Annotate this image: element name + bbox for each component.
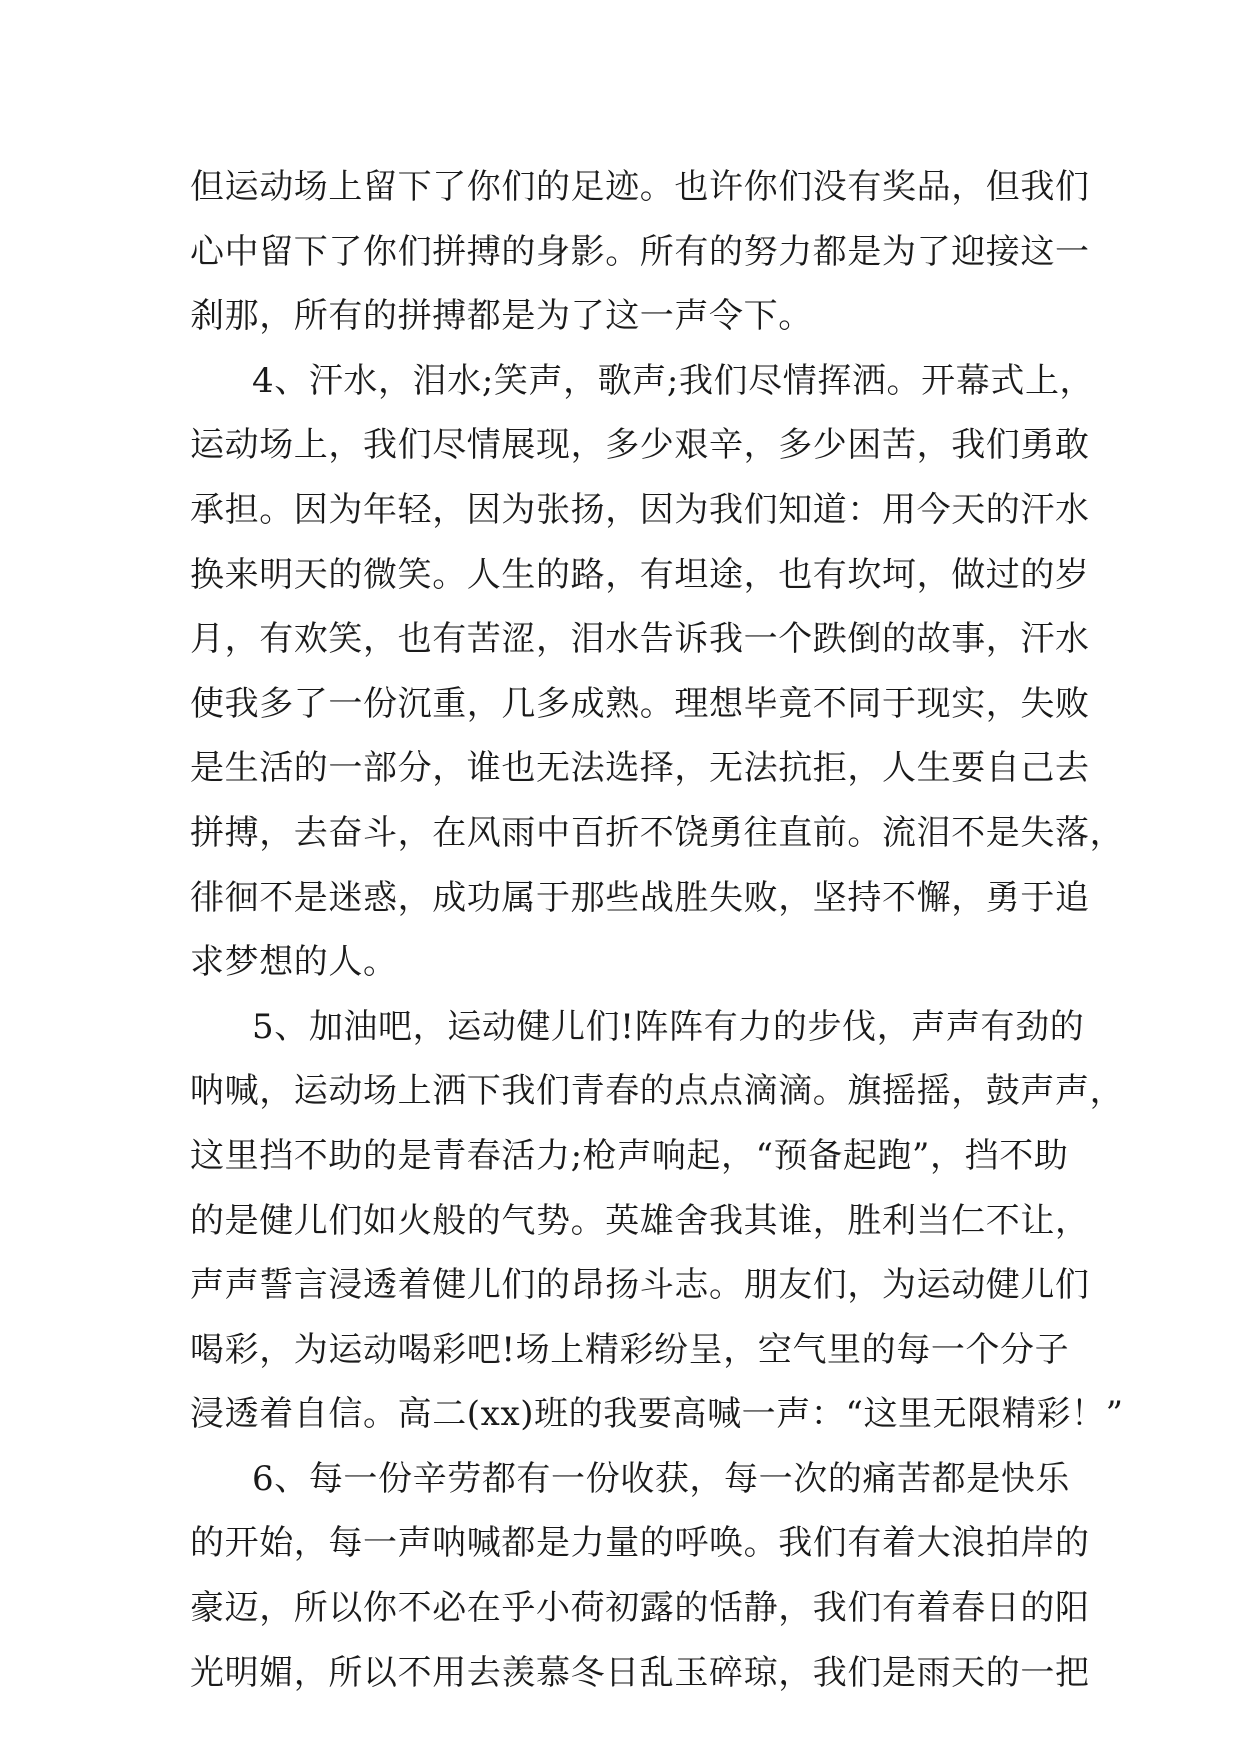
paragraph-first-line: 6、每一份辛劳都有一份收获，每一次的痛苦都是快乐 [252,1458,1071,1499]
paragraph-first-line: 5、加油吧，运动健儿们!阵阵有力的步伐，声声有劲的 [252,1006,1085,1047]
text-line: 求梦想的人。 [190,942,398,983]
text-line: 浸透着自信。高二(xx)班的我要高喊一声：“这里无限精彩！” [190,1394,1124,1435]
document-body [190,155,1125,1705]
text-line: 这里挡不助的是青春活力;枪声响起，“预备起跑”，挡不助 [190,1135,1069,1176]
text-line: 月，有欢笑，也有苦涩，泪水告诉我一个跌倒的故事，汗水 [190,619,1090,660]
text-line: 心中留下了你们拼搏的身影。所有的努力都是为了迎接这一 [190,231,1090,272]
text-line: 是生活的一部分，谁也无法选择，无法抗拒，人生要自己去 [190,748,1090,789]
text-line: 徘徊不是迷惑，成功属于那些战胜失败，坚持不懈，勇于追 [190,877,1090,918]
paragraph-first-line: 4、汗水，泪水;笑声，歌声;我们尽情挥洒。开幕式上， [252,360,1095,401]
text-line: 但运动场上留下了你们的足迹。也许你们没有奖品，但我们 [190,167,1090,207]
text-line: 承担。因为年轻，因为张扬，因为我们知道：用今天的汗水 [190,489,1090,530]
text-line: 拼搏，去奋斗，在风雨中百折不饶勇往直前。流泪不是失落， [190,812,1125,853]
text-line: 声声誓言浸透着健儿们的昂扬斗志。朋友们，为运动健儿们 [190,1265,1090,1306]
text-line: 运动场上，我们尽情展现，多少艰辛，多少困苦，我们勇敢 [190,425,1090,466]
text-line: 的是健儿们如火般的气势。英雄舍我其谁，胜利当仁不让， [190,1200,1090,1241]
text-line: 刹那，所有的拼搏都是为了这一声令下。 [190,296,813,337]
text-line: 豪迈，所以你不必在乎小荷初露的恬静，我们有着春日的阳 [190,1588,1090,1629]
text-line: 光明媚，所以不用去羡慕冬日乱玉碎琼，我们是雨天的一把 [190,1652,1090,1693]
text-line: 呐喊，运动场上洒下我们青春的点点滴滴。旗摇摇，鼓声声， [190,1071,1125,1112]
text-line: 喝彩，为运动喝彩吧!场上精彩纷呈，空气里的每一个分子 [190,1329,1070,1370]
text-line: 使我多了一份沉重，几多成熟。理想毕竟不同于现实，失败 [190,683,1090,724]
text-line: 的开始，每一声呐喊都是力量的呼唤。我们有着大浪拍岸的 [190,1523,1090,1564]
text-line: 换来明天的微笑。人生的路，有坦途，也有坎坷，做过的岁 [190,554,1090,595]
